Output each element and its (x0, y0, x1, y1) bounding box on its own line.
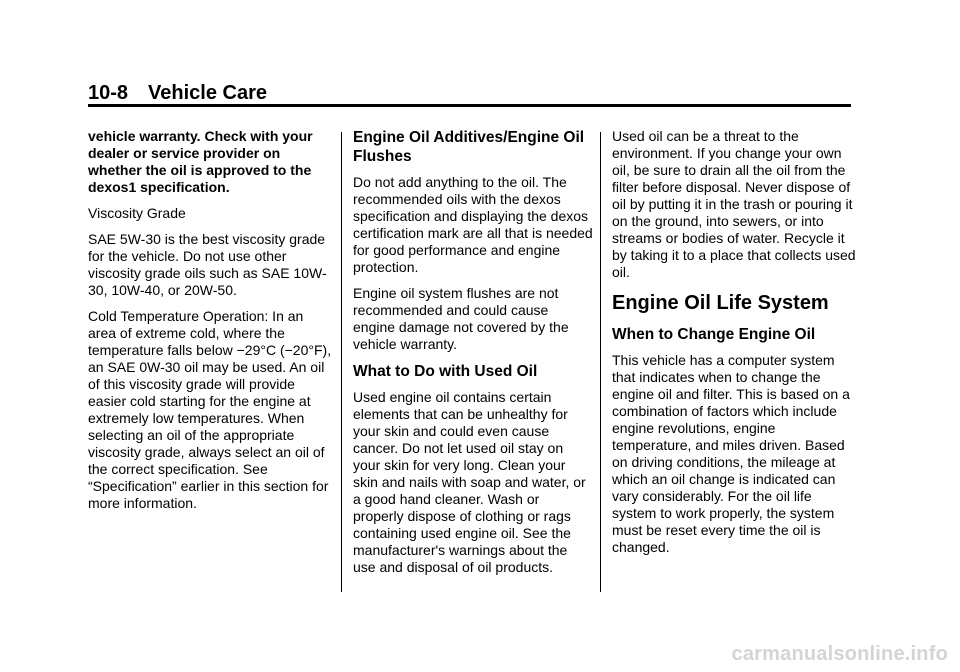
used-oil-heading: What to Do with Used Oil (353, 363, 538, 380)
section-title: Vehicle Care (148, 82, 267, 104)
column-divider (341, 132, 342, 592)
column-3 (612, 128, 856, 565)
when-to-change-heading: When to Change Engine Oil (612, 326, 816, 343)
oil-life-system-heading: Engine Oil Life System (612, 292, 829, 314)
column-divider (600, 132, 601, 592)
viscosity-paragraph: SAE 5W-30 is the best viscosity grade for the vehicle. Do not use other viscosity grade oils such as SAE 10W-30, 10W-40, or 20W-50. (88, 231, 327, 298)
warranty-paragraph: vehicle warranty. Check with your dealer or service provider on whether the oil is approved to the dexos1 specification. (88, 128, 313, 195)
watermark: carmanualsonline.info (731, 643, 948, 665)
flushes-paragraph: Engine oil system flushes are not recommended and could cause engine damage not covered by the vehicle warranty. (353, 285, 569, 352)
used-oil-paragraph: Used engine oil contains certain elements that can be unhealthy for your skin and could even cause cancer. Do not let used oil stay on your skin for very long. Clean your skin and nails with soap and water, or a good hand cleaner. Wash or properly dispose of clothing or rags containing used engine oil. See the manufacturer's warnings about the use and disposal of oil products. (353, 389, 586, 575)
oil-life-paragraph: This vehicle has a computer system that indicates when to change the engine oil and filter. This is based on a combination of factors which include engine revolutions, engine temperature, and miles driven. Based on driving conditions, the mileage at which an oil change is indicated can vary considerably. For the oil life system to work properly, the system must be reset every time the oil is changed. (612, 352, 850, 555)
column-2 (353, 128, 593, 585)
cold-temperature-paragraph: Cold Temperature Operation: In an area of extreme cold, where the temperature falls below −29°C (−20°F), an SAE 0W-30 oil may be used. An oil of this viscosity grade will provide easier cold starting for the engine at extremely low temperatures. When selecting an oil of the appropriate viscosity grade, always select an oil of the correct specification. See “Specification” earlier in this section for more information. (88, 308, 332, 511)
column-1 (88, 128, 332, 521)
viscosity-grade-label: Viscosity Grade (88, 205, 186, 221)
header-rule (88, 104, 851, 107)
environment-paragraph: Used oil can be a threat to the environment. If you change your own oil, be sure to drain all the oil from the filter before disposal. Never dispose of oil by putting it in the trash or pouring it on the ground, into sewers, or into streams or bodies of water. Recycle it by taking it to a place that collects used oil. (612, 128, 856, 280)
additives-paragraph: Do not add anything to the oil. The recommended oils with the dexos specification and displaying the dexos certification mark are all that is needed for good performance and engine protection. (353, 174, 593, 275)
page-header (88, 82, 267, 105)
additives-heading: Engine Oil Additives/Engine Oil Flushes (353, 129, 585, 165)
page-number: 10-8 (88, 82, 129, 104)
